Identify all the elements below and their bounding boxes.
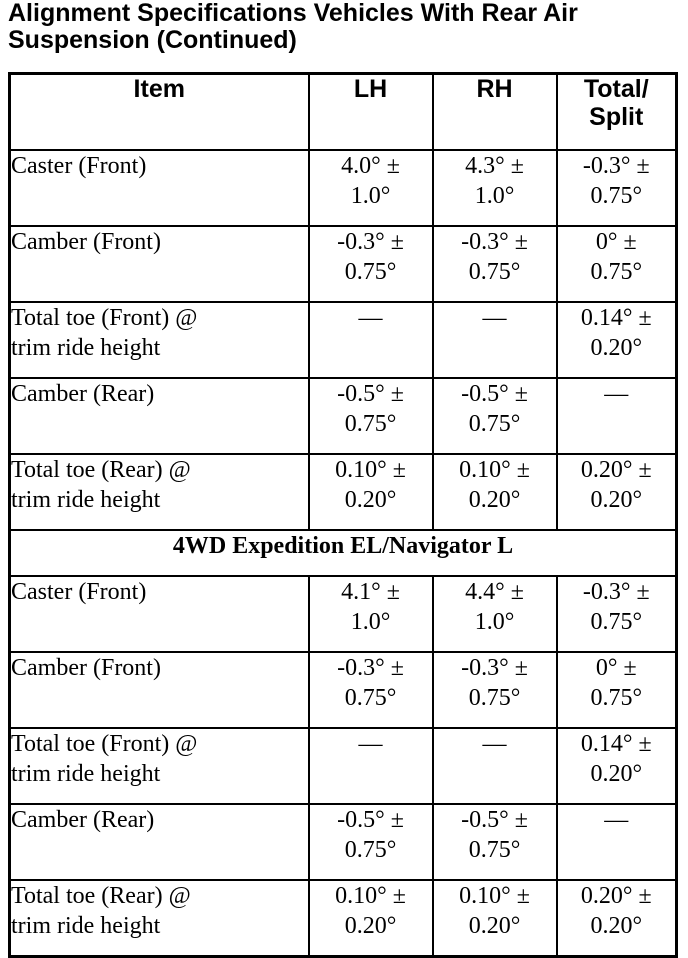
rh-cell <box>433 302 557 378</box>
rh-cell-line-2: 0.75° <box>468 259 521 285</box>
rh-cell-line-1: -0.3° ± <box>461 655 528 681</box>
total-split-cell <box>557 804 677 880</box>
item-cell <box>10 150 309 226</box>
total-split-cell-line-2: 0.20° <box>590 913 643 939</box>
total-split-cell-line-2: 0.20° <box>590 335 643 361</box>
item-cell <box>10 454 309 530</box>
item-cell <box>10 652 309 728</box>
header-item: Item <box>10 74 309 151</box>
total-split-cell-line-2: 0.75° <box>590 259 643 285</box>
item-cell-line-1: Total toe (Front) @ <box>11 731 198 757</box>
rh-cell <box>433 378 557 454</box>
rh-cell <box>433 728 557 804</box>
header-row <box>10 74 677 151</box>
lh-cell <box>309 378 433 454</box>
lh-cell-line-1: -0.5° ± <box>337 381 404 407</box>
item-cell-line-1: Camber (Rear) <box>11 807 155 833</box>
lh-cell-line-1: -0.3° ± <box>337 655 404 681</box>
table-row <box>10 150 677 226</box>
item-cell <box>10 880 309 957</box>
lh-cell <box>309 302 433 378</box>
table-row <box>10 302 677 378</box>
title-line-1: Alignment Specifications Vehicles With Rear Air <box>8 0 578 27</box>
rh-cell-line-1: 4.3° ± <box>465 153 524 179</box>
lh-cell-line-1: — <box>358 731 383 757</box>
total-split-cell <box>557 880 677 957</box>
lh-cell-line-1: -0.3° ± <box>337 229 404 255</box>
lh-cell-line-1: 4.1° ± <box>341 579 400 605</box>
rh-cell-line-2: 0.75° <box>468 411 521 437</box>
lh-cell <box>309 880 433 957</box>
total-split-cell-line-1: 0.20° ± <box>580 883 652 909</box>
total-split-cell-line-2: 0.75° <box>590 609 643 635</box>
rh-cell-line-2: 0.75° <box>468 837 521 863</box>
rh-cell-line-1: — <box>482 305 507 331</box>
total-split-cell-line-1: -0.3° ± <box>582 153 650 179</box>
lh-cell-line-2: 0.20° <box>344 913 397 939</box>
total-split-cell <box>557 728 677 804</box>
rh-cell <box>433 576 557 652</box>
header-total-split <box>557 74 677 151</box>
item-cell <box>10 302 309 378</box>
header-total-line-2: Split <box>589 103 644 131</box>
item-cell-line-2: trim ride height <box>11 913 161 939</box>
total-split-cell-line-1: -0.3° ± <box>582 579 650 605</box>
total-split-cell-line-1: 0.14° ± <box>580 731 652 757</box>
header-lh: LH <box>309 74 433 151</box>
lh-cell <box>309 454 433 530</box>
rh-cell <box>433 150 557 226</box>
item-cell-line-2: trim ride height <box>11 761 161 787</box>
item-cell <box>10 728 309 804</box>
rh-cell-line-1: 4.4° ± <box>465 579 524 605</box>
rh-cell-line-2: 0.75° <box>468 685 521 711</box>
rh-cell <box>433 454 557 530</box>
rh-cell-line-2: 1.0° <box>474 609 515 635</box>
rh-cell-line-1: 0.10° ± <box>459 883 530 909</box>
total-split-cell-line-1: 0° ± <box>595 229 637 255</box>
title-line-2: Suspension (Continued) <box>8 26 297 54</box>
lh-cell-line-1: 0.10° ± <box>335 457 406 483</box>
rh-cell <box>433 880 557 957</box>
table-row <box>10 454 677 530</box>
item-cell-line-1: Caster (Front) <box>11 153 147 179</box>
item-cell <box>10 378 309 454</box>
total-split-cell <box>557 226 677 302</box>
total-split-cell-line-1: — <box>604 807 629 833</box>
table-row <box>10 576 677 652</box>
item-cell-line-1: Total toe (Rear) @ <box>11 457 191 483</box>
table-row <box>10 378 677 454</box>
lh-cell-line-1: 4.0° ± <box>341 153 400 179</box>
table-row <box>10 226 677 302</box>
item-cell-line-1: Total toe (Rear) @ <box>11 883 191 909</box>
item-cell-line-1: Total toe (Front) @ <box>11 305 198 331</box>
header-total-line-1: Total/ <box>583 75 649 103</box>
lh-cell <box>309 576 433 652</box>
total-split-cell-line-1: 0° ± <box>595 655 637 681</box>
item-cell-line-1: Camber (Front) <box>11 655 161 681</box>
total-split-cell-line-1: 0.14° ± <box>580 305 652 331</box>
total-split-cell-line-2: 0.20° <box>590 487 643 513</box>
lh-cell-line-2: 0.75° <box>344 685 397 711</box>
total-split-cell-line-2: 0.75° <box>590 685 643 711</box>
total-split-cell <box>557 302 677 378</box>
lh-cell-line-2: 0.75° <box>344 411 397 437</box>
rh-cell-line-1: — <box>482 731 507 757</box>
page-title <box>8 0 683 54</box>
item-cell <box>10 804 309 880</box>
section-row <box>10 530 677 576</box>
table-row <box>10 652 677 728</box>
alignment-spec-table <box>8 72 678 958</box>
total-split-cell <box>557 652 677 728</box>
item-cell-line-2: trim ride height <box>11 487 161 513</box>
rh-cell-line-2: 1.0° <box>474 183 515 209</box>
lh-cell-line-2: 0.20° <box>344 487 397 513</box>
rh-cell-line-1: -0.3° ± <box>461 229 528 255</box>
lh-cell-line-2: 0.75° <box>344 259 397 285</box>
total-split-cell-line-1: 0.20° ± <box>580 457 652 483</box>
rh-cell-line-2: 0.20° <box>468 913 521 939</box>
header-rh: RH <box>433 74 557 151</box>
total-split-cell-line-2: 0.20° <box>590 761 643 787</box>
rh-cell-line-2: 0.20° <box>468 487 521 513</box>
table-row <box>10 880 677 957</box>
rh-cell-line-1: 0.10° ± <box>459 457 530 483</box>
lh-cell-line-1: -0.5° ± <box>337 807 404 833</box>
item-cell <box>10 226 309 302</box>
rh-cell-line-1: -0.5° ± <box>461 807 528 833</box>
section-heading: 4WD Expedition EL/Navigator L <box>10 530 677 576</box>
lh-cell <box>309 728 433 804</box>
lh-cell-line-1: — <box>358 305 383 331</box>
table-row <box>10 728 677 804</box>
lh-cell-line-1: 0.10° ± <box>335 883 406 909</box>
total-split-cell-line-1: — <box>604 381 629 407</box>
lh-cell <box>309 150 433 226</box>
lh-cell <box>309 226 433 302</box>
item-cell-line-1: Caster (Front) <box>11 579 147 605</box>
item-cell <box>10 576 309 652</box>
lh-cell-line-2: 1.0° <box>350 609 391 635</box>
total-split-cell <box>557 150 677 226</box>
item-cell-line-1: Camber (Rear) <box>11 381 155 407</box>
lh-cell <box>309 804 433 880</box>
rh-cell <box>433 226 557 302</box>
lh-cell <box>309 652 433 728</box>
total-split-cell-line-2: 0.75° <box>590 183 643 209</box>
rh-cell <box>433 804 557 880</box>
total-split-cell <box>557 454 677 530</box>
total-split-cell <box>557 378 677 454</box>
rh-cell <box>433 652 557 728</box>
item-cell-line-2: trim ride height <box>11 335 161 361</box>
rh-cell-line-1: -0.5° ± <box>461 381 528 407</box>
lh-cell-line-2: 1.0° <box>350 183 391 209</box>
total-split-cell <box>557 576 677 652</box>
item-cell-line-1: Camber (Front) <box>11 229 161 255</box>
lh-cell-line-2: 0.75° <box>344 837 397 863</box>
table-row <box>10 804 677 880</box>
